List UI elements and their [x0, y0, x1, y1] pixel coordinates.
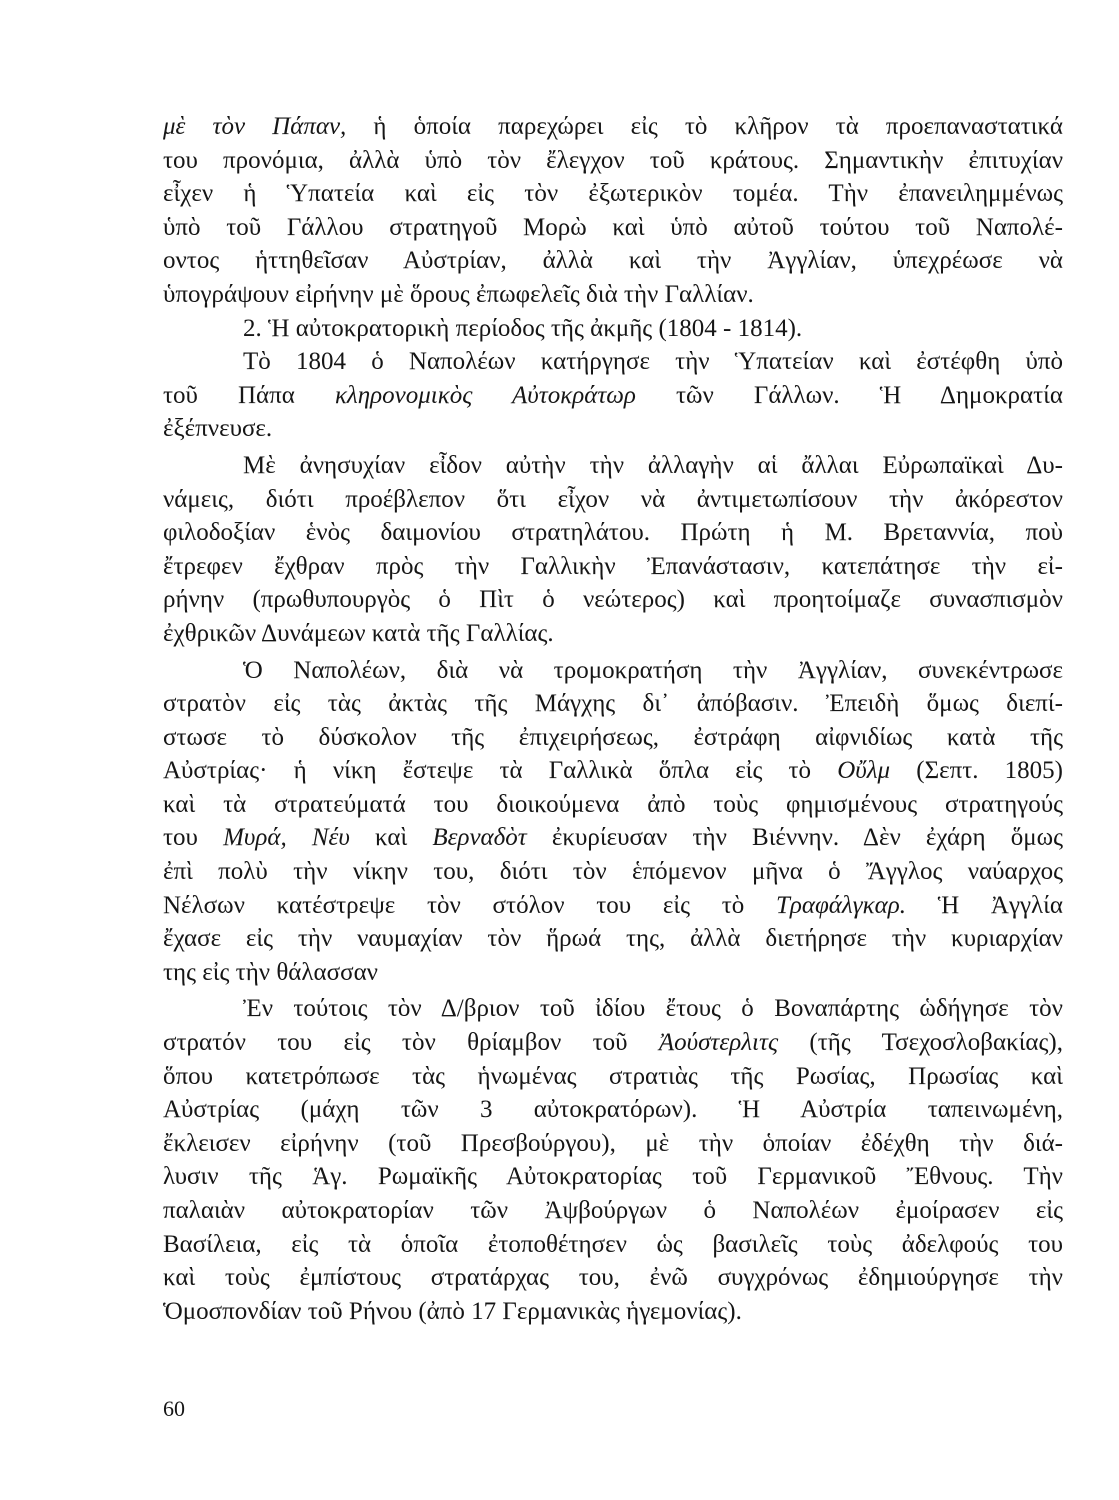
text-segment: Ἡ Ἀγγλία: [905, 891, 1063, 919]
text-segment: ἔκλεισεν εἰρήνην (τοῦ Πρεσβούργου), μὲ τὴν ὁποίαν ἐδέχθη τὴν διά-: [163, 1129, 1063, 1157]
text-line: [163, 1093, 1063, 1127]
text-line: [163, 1194, 1063, 1228]
text-segment: στωσε τὸ δύσκολον τῆς ἐπιχειρήσεως, ἐστράφη αἰφνιδίως κατὰ τῆς: [163, 723, 1063, 751]
text-segment: οντος ἡττηθεῖσαν Αὐστρίαν, ἀλλὰ καὶ τὴν Ἀγγλίαν, ὑπεχρέωσε νὰ: [163, 247, 1063, 275]
text-segment: 2. Ἡ αὐτοκρατορικὴ περίοδος τῆς ἀκμῆς (1804 - 1814).: [243, 314, 803, 342]
text-segment: τοῦ Πάπα: [163, 381, 335, 409]
italic-text-segment: κληρονομικὸς Αὐτοκράτωρ: [334, 381, 636, 409]
text-segment: (τῆς Τσεχοσλοβακίας),: [778, 1029, 1063, 1057]
section-heading: [163, 312, 1063, 346]
text-line: [163, 211, 1063, 245]
text-line: [163, 992, 1063, 1026]
text-segment: Μὲ ἀνησυχίαν εἶδον αὐτὴν τὴν ἀλλαγὴν αἱ ἄλλαι Εὐρωπαϊκαὶ Δυ-: [243, 451, 1063, 479]
text-line: [163, 721, 1063, 755]
text-line: [163, 345, 1063, 379]
text-segment: ἐπὶ πολὺ τὴν νίκην του, διότι τὸν ἑπόμενον μῆνα ὁ Ἄγγλος ναύαρχος: [163, 858, 1063, 886]
text-line: [163, 1026, 1063, 1060]
text-segment: ὑπογράψουν εἰρήνην μὲ ὅρους ἐπωφελεῖς διὰ τὴν Γαλλίαν.: [163, 280, 754, 308]
text-segment: στρατὸν εἰς τὰς ἀκτὰς τῆς Μάγχης δι᾽ ἀπόβασιν. Ἐπειδὴ ὅμως διεπί-: [163, 690, 1063, 718]
italic-text-segment: μὲ τὸν Πάπαν,: [163, 113, 347, 140]
text-line: [163, 889, 1063, 923]
page-body-text: [163, 110, 1063, 1328]
text-line: [163, 516, 1063, 550]
text-line: [163, 788, 1063, 822]
text-line: [163, 144, 1063, 178]
text-line: [163, 855, 1063, 889]
text-line: [163, 449, 1063, 483]
text-segment: ὅπου κατετρόπωσε τὰς ἡνωμένας στρατιὰς τῆς Ρωσίας, Πρωσίας καὶ: [163, 1062, 1063, 1090]
text-line: [163, 1060, 1063, 1094]
text-line: [163, 379, 1063, 413]
text-segment: ρήνην (πρωθυπουργὸς ὁ Πὶτ ὁ νεώτερος) καὶ προητοίμαζε συνασπισμὸν: [163, 586, 1063, 614]
text-segment: καὶ τὰ στρατεύματά του διοικούμενα ἀπὸ τοὺς φημισμένους στρατηγούς: [163, 790, 1063, 818]
text-line: [163, 1127, 1063, 1161]
text-segment: ἐξέπνευσε.: [163, 415, 273, 443]
text-segment: ἡ ὁποία παρεχώρει εἰς τὸ κλῆρον τὰ προεπαναστατικά: [346, 113, 1063, 140]
text-segment: (Σεπτ. 1805): [890, 757, 1063, 785]
text-segment: Ὁ Ναπολέων, διὰ νὰ τρομοκρατήση τὴν Ἀγγλίαν, συνεκέντρωσε: [243, 656, 1063, 684]
page-number: 60: [163, 1396, 185, 1421]
text-segment: στρατόν του εἰς τὸν θρίαμβον τοῦ: [163, 1029, 659, 1057]
text-line: [163, 110, 1063, 144]
text-segment: λυσιν τῆς Ἁγ. Ρωμαϊκῆς Αὐτοκρατορίας τοῦ Γερμανικοῦ Ἔθνους. Τὴν: [163, 1163, 1063, 1191]
text-line: [163, 412, 1063, 446]
text-line: [163, 687, 1063, 721]
text-segment: φιλοδοξίαν ἑνὸς δαιμονίου στρατηλάτου. Πρώτη ἡ Μ. Βρεταννία, ποὺ: [163, 519, 1063, 547]
text-line: [163, 177, 1063, 211]
text-segment: καὶ: [349, 824, 433, 852]
text-line: [163, 821, 1063, 855]
text-segment: Ἐν τούτοις τὸν Δ/βριον τοῦ ἰδίου ἔτους ὁ Βοναπάρτης ὡδήγησε τὸν: [243, 995, 1063, 1023]
italic-text-segment: Βερναδὸτ: [432, 824, 527, 852]
text-segment: ἔχασε εἰς τὴν ναυμαχίαν τὸν ἥρωά της, ἀλλὰ διετήρησε τὴν κυριαρχίαν: [163, 925, 1063, 953]
text-line: [163, 483, 1063, 517]
text-line: [163, 583, 1063, 617]
text-line: [163, 1261, 1063, 1295]
text-segment: ἐχθρικῶν Δυνάμεων κατὰ τῆς Γαλλίας.: [163, 619, 554, 647]
text-segment: Τὸ 1804 ὁ Ναπολέων κατήργησε τὴν Ὑπατείαν καὶ ἐστέφθη ὑπὸ: [243, 348, 1063, 376]
text-line: [163, 244, 1063, 278]
text-segment: του: [163, 824, 224, 852]
text-segment: Ὁμοσπονδίαν τοῦ Ρήνου (ἀπὸ 17 Γερμανικὰς ἡγεμονίας).: [163, 1297, 742, 1325]
text-segment: τῶν Γάλλων. Ἡ Δημοκρατία: [635, 381, 1064, 409]
text-segment: Βασίλεια, εἰς τὰ ὁποῖα ἐτοποθέτησεν ὡς βασιλεῖς τοὺς ἀδελφούς του: [163, 1230, 1063, 1258]
text-segment: ὑπὸ τοῦ Γάλλου στρατηγοῦ Μορὼ καὶ ὑπὸ αὐτοῦ τούτου τοῦ Ναπολέ-: [163, 213, 1063, 241]
text-line: [163, 1160, 1063, 1194]
text-segment: Αὐστρίας (μάχη τῶν 3 αὐτοκρατόρων). Ἡ Αὐστρία ταπεινωμένη,: [163, 1096, 1063, 1124]
text-segment: παλαιὰν αὐτοκρατορίαν τῶν Ἀψβούργων ὁ Ναπολέων ἐμοίρασεν εἰς: [163, 1197, 1063, 1224]
text-segment: Νέλσων κατέστρεψε τὸν στόλον του εἰς τὸ: [163, 891, 776, 919]
text-segment: νάμεις, διότι προέβλεπον ὅτι εἶχον νὰ ἀντιμετωπίσουν τὴν ἀκόρεστον: [163, 485, 1063, 513]
text-segment: ἔτρεφεν ἔχθραν πρὸς τὴν Γαλλικὴν Ἐπανάστασιν, κατεπάτησε τὴν εἰ-: [163, 552, 1063, 580]
text-line: [163, 654, 1063, 688]
text-line: [163, 922, 1063, 956]
text-line: [163, 550, 1063, 584]
italic-text-segment: Οὔλμ: [837, 757, 891, 785]
italic-text-segment: Μυρά, Νέυ: [223, 824, 350, 852]
text-line: [163, 956, 1063, 990]
text-segment: καὶ τοὺς ἐμπίστους στρατάρχας του, ἐνῶ συγχρόνως ἐδημιούργησε τὴν: [163, 1264, 1063, 1292]
text-line: [163, 1228, 1063, 1262]
text-line: [163, 617, 1063, 651]
text-segment: εἶχεν ἡ Ὑπατεία καὶ εἰς τὸν ἐξωτερικὸν τομέα. Τὴν ἐπανειλημμένως: [163, 180, 1063, 208]
text-segment: της εἰς τὴν θάλασσαν: [163, 958, 378, 986]
text-segment: του προνόμια, ἀλλὰ ὑπὸ τὸν ἔλεγχον τοῦ κράτους. Σημαντικὴν ἐπιτυχίαν: [163, 146, 1063, 174]
italic-text-segment: Τραφάλγκαρ.: [775, 891, 906, 919]
text-line: [163, 754, 1063, 788]
text-segment: ἐκυρίευσαν τὴν Βιέννην. Δὲν ἐχάρη ὅμως: [526, 824, 1063, 852]
text-line: [163, 1295, 1063, 1329]
italic-text-segment: Ἀούστερλιτς: [658, 1029, 779, 1057]
text-segment: Αὐστρίας· ἡ νίκη ἔστεψε τὰ Γαλλικὰ ὅπλα εἰς τὸ: [163, 757, 838, 785]
text-line: [163, 278, 1063, 312]
